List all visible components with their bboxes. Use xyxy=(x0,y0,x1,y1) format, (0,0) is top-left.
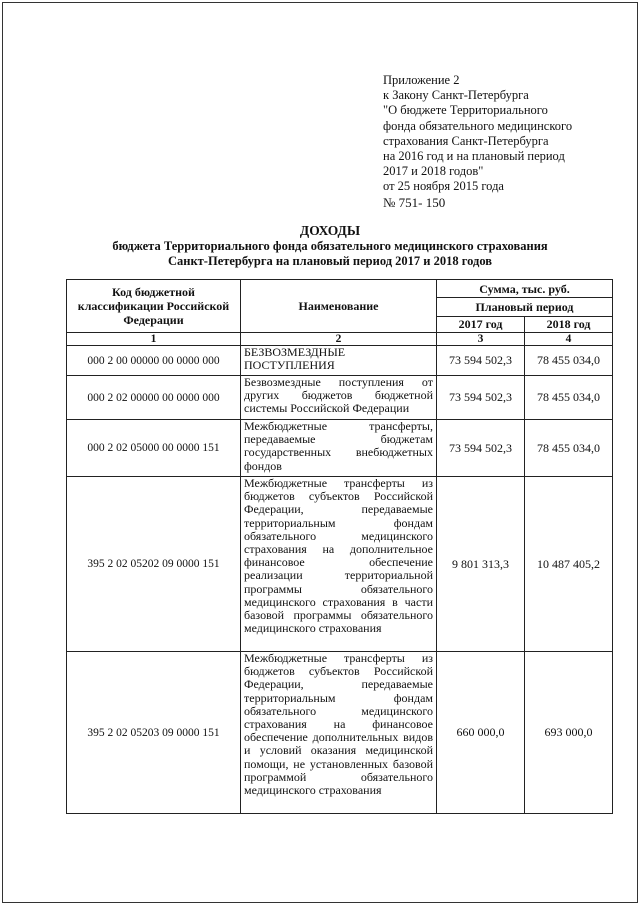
header-code: Код бюджетной классификации Российской Федерации xyxy=(67,280,241,333)
row-value-2018: 78 455 034,0 xyxy=(525,346,613,376)
column-number: 2 xyxy=(241,333,437,346)
column-number: 3 xyxy=(437,333,525,346)
appendix-line: от 25 ноября 2015 года xyxy=(383,179,504,194)
header-sum: Сумма, тыс. руб. xyxy=(437,280,613,298)
row-value-2017: 9 801 313,3 xyxy=(437,477,525,652)
appendix-line: 2017 и 2018 годов" xyxy=(383,164,484,179)
column-number: 1 xyxy=(67,333,241,346)
title-main: ДОХОДЫ xyxy=(299,223,361,238)
table-row xyxy=(67,652,613,814)
column-number-row xyxy=(67,333,613,346)
appendix-line: "О бюджете Территориального xyxy=(383,103,548,118)
row-name: БЕЗВОЗМЕЗДНЫЕ ПОСТУПЛЕНИЯ xyxy=(241,346,437,376)
column-number: 4 xyxy=(525,333,613,346)
row-value-2018: 10 487 405,2 xyxy=(525,477,613,652)
title-line-3: Санкт-Петербурга на плановый период 2017 и 2018 годов xyxy=(167,254,493,268)
row-value-2018: 78 455 034,0 xyxy=(525,376,613,420)
table-row xyxy=(67,376,613,420)
header-row xyxy=(67,280,613,298)
row-code: 000 2 02 00000 00 0000 000 xyxy=(67,376,241,420)
row-name: Межбюджетные трансферты, передаваемые бюджетам государственных внебюджетных фондов xyxy=(241,420,437,477)
row-value-2017: 660 000,0 xyxy=(437,652,525,814)
appendix-line: страхования Санкт-Петербурга xyxy=(383,133,549,148)
row-value-2017: 73 594 502,3 xyxy=(437,376,525,420)
appendix-line: фонда обязательного медицинского xyxy=(383,118,573,133)
header-planned-period: Плановый период xyxy=(437,298,613,316)
document-title xyxy=(80,223,580,269)
row-value-2017: 73 594 502,3 xyxy=(437,420,525,477)
appendix-line: к Закону Санкт-Петербурга xyxy=(383,88,529,103)
title-line-2: бюджета Территориального фонда обязательного медицинского страхования xyxy=(112,239,548,253)
table-row xyxy=(67,420,613,477)
header-name: Наименование xyxy=(241,280,437,333)
row-value-2018: 78 455 034,0 xyxy=(525,420,613,477)
appendix-line: на 2016 год и на плановый период xyxy=(383,149,565,164)
appendix-line: Приложение 2 xyxy=(383,73,460,87)
row-code: 000 2 00 00000 00 0000 000 xyxy=(67,346,241,376)
row-name: Межбюджетные трансферты из бюджетов субъектов Российской Федерации, передаваемые территориальным фондам обязательного медицинского страхования на дополнительное финансовое обеспечение реализации территориальной программы обязательного медицинского страхования в части базовой программы обязательного медицинского страхования xyxy=(241,477,437,652)
table-row xyxy=(67,346,613,376)
table-row xyxy=(67,477,613,652)
income-table xyxy=(66,279,613,814)
law-number: № 751- 150 xyxy=(383,194,446,210)
row-value-2018: 693 000,0 xyxy=(525,652,613,814)
row-code: 395 2 02 05202 09 0000 151 xyxy=(67,477,241,652)
header-year-2017: 2017 год xyxy=(437,316,525,332)
row-code: 000 2 02 05000 00 0000 151 xyxy=(67,420,241,477)
appendix-block xyxy=(383,73,623,210)
row-name: Межбюджетные трансферты из бюджетов субъектов Российской Федерации, передаваемые территориальным фондам обязательного медицинского страхования на финансовое обеспечение дополнительных видов и условий оказания медицинской помощи, не установленных базовой программой обязательного медицинского страхования xyxy=(241,652,437,814)
row-value-2017: 73 594 502,3 xyxy=(437,346,525,376)
header-year-2018: 2018 год xyxy=(525,316,613,332)
row-code: 395 2 02 05203 09 0000 151 xyxy=(67,652,241,814)
row-name: Безвозмездные поступления от других бюджетов бюджетной системы Российской Федерации xyxy=(241,376,437,420)
